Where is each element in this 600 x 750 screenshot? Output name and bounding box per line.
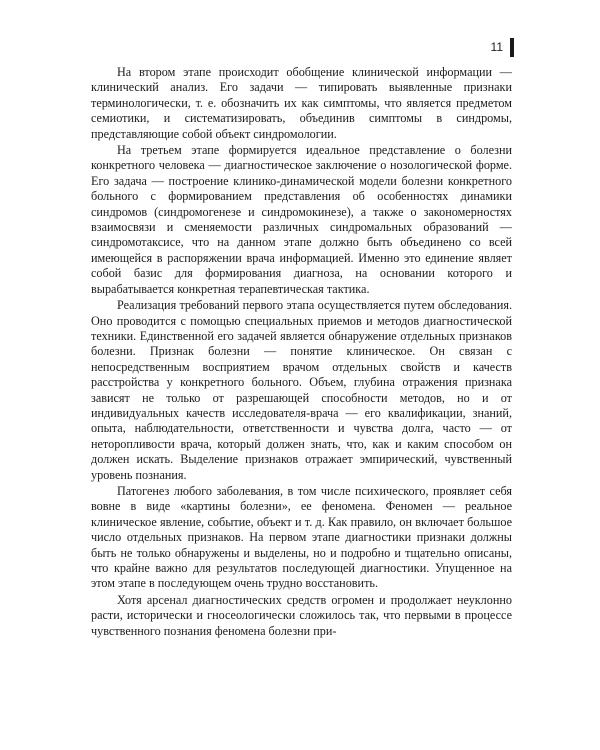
paragraph: На третьем этапе формируется идеальное представление о болезни конкретного человека — диагностическое заключение о нозологической форме. Его задача — построение клинико-динамической модели болезни конкретного больного с формированием представления об особенностях динамики синдромов (синдромогенезе и синдромокинезе), а также о закономерностях взаимосвязи и сменяемости различных синдромальных образований — синдромотаксисе, что на данном этапе должно быть объединено со всей имеющейся в распоряжении врача информацией. Именно это единение являет собой базис для формирования диагноза, на основании которого и вырабатывается конкретная терапевтическая тактика.	[91, 143, 512, 296]
paragraph: Хотя арсенал диагностических средств огромен и продолжает неуклонно расти, исторически и гносеологически сложилось так, что первыми в процессе чувственного познания феномена болезни при-	[91, 592, 512, 638]
paragraph: На втором этапе происходит обобщение клинической информации — клинический анализ. Его задачи — типировать выявленные признаки терминологически, т. е. обозначить их как симптомы, что является предметом семиотики, и систематизировать, объединив симптомы в синдромы, представляющие собой объект синдромологии.	[91, 65, 512, 141]
page-header	[491, 36, 514, 58]
paragraph: Реализация требований первого этапа осуществляется путем обследования. Оно проводится с помощью специальных приемов и методов диагностической техники. Единственной его задачей является обнаружение отдельных признаков болезни. Признак болезни — понятие клиническое. Он связан с непосредственным восприятием врачом отдельных свойств и качеств расстройства у конкретного больного. Объем, глубина отражения признака зависят не только от разрешающей способности методов, но и от индивидуальных качеств исследователя-врача — его квалификации, знаний, опыта, наблюдательности, ответственности и чувства долга, часто — от неторопливости врача, который должен знать, что, как и каким способом он должен искать. Выделение признаков отражает эмпирический, чувственный уровень познания.	[91, 298, 512, 482]
page-number: 11	[490, 40, 503, 54]
text-column	[91, 65, 512, 639]
paragraph: Патогенез любого заболевания, в том числе психического, проявляет себя вовне в виде «картины болезни», ее феномена. Феномен — реальное клиническое явление, событие, объект и т. д. Как правило, он включает большое число отдельных признаков. На первом этапе диагностики признаки должны быть не только обнаружены и выделены, но и подробно и тщательно описаны, что крайне важно для результатов последующей диагностики. Упущенное на этом этапе в последующем очень трудно восстановить.	[91, 483, 512, 591]
header-bar	[510, 38, 514, 57]
